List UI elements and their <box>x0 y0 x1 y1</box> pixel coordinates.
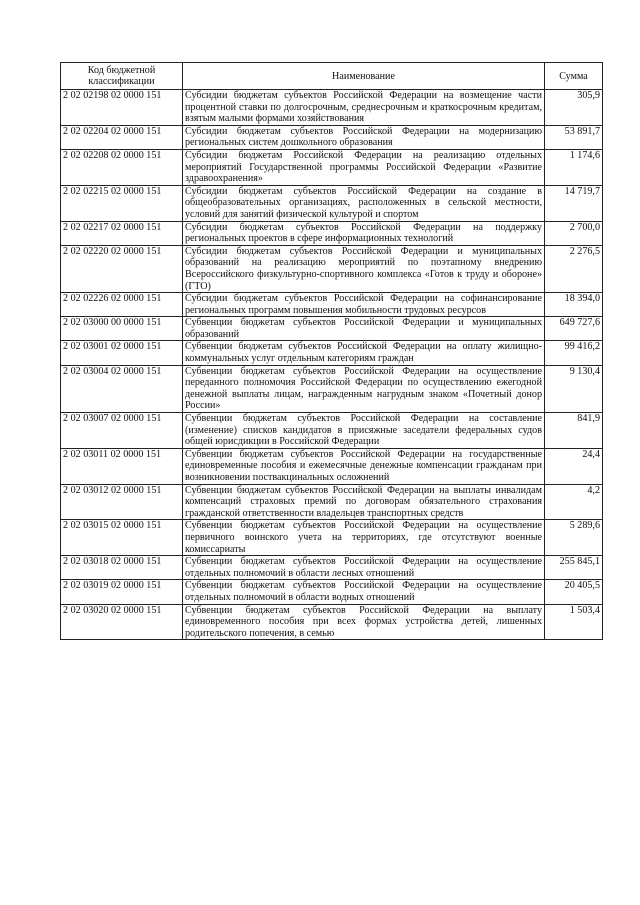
row-sum: 18 394,0 <box>545 293 603 317</box>
row-code: 2 02 03007 02 0000 151 <box>61 413 183 449</box>
row-code: 2 02 03019 02 0000 151 <box>61 580 183 604</box>
row-name: Субвенции бюджетам субъектов Российской Федерации на осуществление переданного полномочия Российской Федерации по осуществлению ежегодной денежной выплаты лицам, награжденным нагрудным знаком «Почетный донор России» <box>183 365 545 412</box>
row-name: Субвенции бюджетам субъектов Российской Федерации на составление (изменение) списков кандидатов в присяжные заседатели федеральных судов общей юрисдикции в Российской Федерации <box>183 413 545 449</box>
row-sum: 14 719,7 <box>545 185 603 221</box>
row-sum: 649 727,6 <box>545 317 603 341</box>
header-sum: Сумма <box>545 63 603 90</box>
row-code: 2 02 02217 02 0000 151 <box>61 221 183 245</box>
budget-table <box>60 62 603 640</box>
table-row <box>61 90 603 126</box>
table-row <box>61 221 603 245</box>
row-sum: 1 503,4 <box>545 604 603 640</box>
row-name: Субвенции бюджетам субъектов Российской Федерации на выплаты инвалидам компенсаций страховых премий по договорам обязательного страхования гражданской ответственности владельцев транспортных средств <box>183 484 545 520</box>
row-sum: 53 891,7 <box>545 125 603 149</box>
row-code: 2 02 03018 02 0000 151 <box>61 556 183 580</box>
row-sum: 305,9 <box>545 90 603 126</box>
row-name: Субсидии бюджетам Российской Федерации на реализацию отдельных мероприятий Государственной программы Российской Федерации «Развитие здравоохранения» <box>183 149 545 185</box>
row-code: 2 02 03020 02 0000 151 <box>61 604 183 640</box>
row-name: Субвенции бюджетам субъектов Российской Федерации на осуществление отдельных полномочий в области лесных отношений <box>183 556 545 580</box>
row-name: Субвенции бюджетам субъектов Российской Федерации на оплату жилищно-коммунальных услуг отдельным категориям граждан <box>183 341 545 365</box>
row-name: Субсидии бюджетам субъектов Российской Федерации на софинансирование региональных программ повышения мобильности трудовых ресурсов <box>183 293 545 317</box>
row-sum: 9 130,4 <box>545 365 603 412</box>
row-sum: 841,9 <box>545 413 603 449</box>
table-row <box>61 293 603 317</box>
row-code: 2 02 03001 02 0000 151 <box>61 341 183 365</box>
row-sum: 1 174,6 <box>545 149 603 185</box>
row-sum: 24,4 <box>545 448 603 484</box>
table-row <box>61 556 603 580</box>
row-code: 2 02 03015 02 0000 151 <box>61 520 183 556</box>
row-code: 2 02 03000 00 0000 151 <box>61 317 183 341</box>
row-sum: 5 289,6 <box>545 520 603 556</box>
table-row <box>61 413 603 449</box>
row-code: 2 02 02220 02 0000 151 <box>61 245 183 292</box>
row-code: 2 02 02204 02 0000 151 <box>61 125 183 149</box>
row-name: Субсидии бюджетам субъектов Российской Федерации и муниципальных образований на реализацию мероприятий по поэтапному внедрению Всероссийского физкультурно-спортивного комплекса «Готов к труду и обороне» (ГТО) <box>183 245 545 292</box>
row-sum: 4,2 <box>545 484 603 520</box>
table-row <box>61 185 603 221</box>
row-code: 2 02 02215 02 0000 151 <box>61 185 183 221</box>
row-code: 2 02 03011 02 0000 151 <box>61 448 183 484</box>
table-row <box>61 125 603 149</box>
row-name: Субвенции бюджетам субъектов Российской Федерации на выплату единовременного пособия при всех формах устройства детей, лишенных родительского попечения, в семью <box>183 604 545 640</box>
header-name: Наименование <box>183 63 545 90</box>
row-code: 2 02 03012 02 0000 151 <box>61 484 183 520</box>
table-row <box>61 149 603 185</box>
row-name: Субсидии бюджетам субъектов Российской Федерации на поддержку региональных проектов в сфере информационных технологий <box>183 221 545 245</box>
row-code: 2 02 02226 02 0000 151 <box>61 293 183 317</box>
row-name: Субвенции бюджетам субъектов Российской Федерации на государственные единовременные пособия и ежемесячные денежные компенсации гражданам при возникновении поствакцинальных осложнений <box>183 448 545 484</box>
row-sum: 255 845,1 <box>545 556 603 580</box>
row-name: Субвенции бюджетам субъектов Российской Федерации на осуществление первичного воинского учета на территориях, где отсутствуют военные комиссариаты <box>183 520 545 556</box>
row-name: Субсидии бюджетам субъектов Российской Федерации на модернизацию региональных систем дошкольного образования <box>183 125 545 149</box>
table-row <box>61 317 603 341</box>
table-row <box>61 580 603 604</box>
table-row <box>61 520 603 556</box>
table-row <box>61 245 603 292</box>
table-header-row <box>61 63 603 90</box>
row-sum: 2 700,0 <box>545 221 603 245</box>
header-code: Код бюджетной классификации <box>61 63 183 90</box>
row-sum: 99 416,2 <box>545 341 603 365</box>
row-name: Субвенции бюджетам субъектов Российской Федерации на осуществление отдельных полномочий в области водных отношений <box>183 580 545 604</box>
table-row <box>61 604 603 640</box>
row-code: 2 02 02198 02 0000 151 <box>61 90 183 126</box>
table-row <box>61 341 603 365</box>
table-row <box>61 365 603 412</box>
table-body <box>61 90 603 640</box>
row-sum: 2 276,5 <box>545 245 603 292</box>
row-name: Субсидии бюджетам субъектов Российской Федерации на создание в общеобразовательных организациях, расположенных в сельской местности, условий для занятий физической культурой и спортом <box>183 185 545 221</box>
row-name: Субсидии бюджетам субъектов Российской Федерации на возмещение части процентной ставки по долгосрочным, среднесрочным и краткосрочным кредитам, взятым малыми формами хозяйствования <box>183 90 545 126</box>
table-row <box>61 484 603 520</box>
table-row <box>61 448 603 484</box>
row-name: Субвенции бюджетам субъектов Российской Федерации и муниципальных образований <box>183 317 545 341</box>
row-code: 2 02 02208 02 0000 151 <box>61 149 183 185</box>
row-sum: 20 405,5 <box>545 580 603 604</box>
row-code: 2 02 03004 02 0000 151 <box>61 365 183 412</box>
